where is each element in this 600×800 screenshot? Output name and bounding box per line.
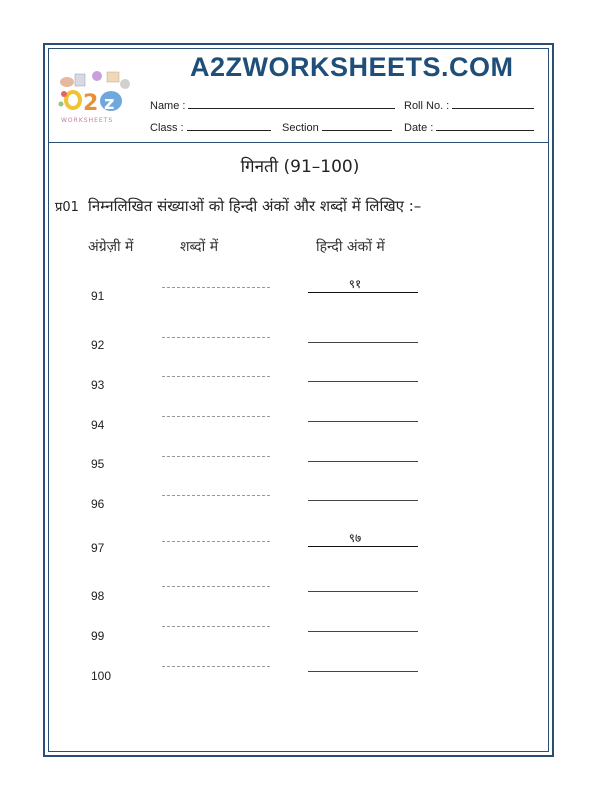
name-label: Name : <box>150 100 186 112</box>
row-number: 92 <box>91 338 105 352</box>
row-number: 94 <box>91 418 105 432</box>
hindi-numeral-answer: ९१ <box>348 277 362 291</box>
row-number: 95 <box>91 457 105 471</box>
row-number: 100 <box>91 669 112 683</box>
words-answer-line[interactable] <box>162 586 270 587</box>
worksheet-title: गिनती (91–100) <box>240 157 360 177</box>
a2z-logo <box>55 68 137 126</box>
name-line[interactable] <box>188 99 395 109</box>
column-header-english: अंग्रेज़ी में <box>88 239 134 255</box>
hindi-numeral-answer: ९७ <box>348 531 362 545</box>
row-number: 96 <box>91 497 105 511</box>
section-line[interactable] <box>322 121 392 131</box>
column-header-hindi: हिन्दी अंकों में <box>316 239 385 255</box>
hindi-answer-line[interactable] <box>308 591 418 592</box>
words-answer-line[interactable] <box>162 456 270 457</box>
class-label: Class : <box>150 122 184 134</box>
row-number: 97 <box>91 541 105 555</box>
words-answer-line[interactable] <box>162 416 270 417</box>
logo-subtext: WORKSHEETS <box>61 117 114 124</box>
words-answer-line[interactable] <box>162 626 270 627</box>
hindi-answer-line[interactable] <box>308 461 418 462</box>
row-number: 91 <box>91 289 105 303</box>
roll-line[interactable] <box>452 99 534 109</box>
row-number: 99 <box>91 629 105 643</box>
question-text: निम्नलिखित संख्याओं को हिन्दी अंकों और शब्दों में लिखिए :– <box>88 197 422 215</box>
class-line[interactable] <box>187 121 271 131</box>
section-field[interactable] <box>282 121 392 134</box>
roll-label: Roll No. : <box>404 100 450 112</box>
class-field[interactable] <box>150 121 271 134</box>
date-label: Date : <box>404 122 434 134</box>
hindi-answer-line[interactable] <box>308 500 418 501</box>
words-answer-line[interactable] <box>162 666 270 667</box>
site-title: A2ZWORKSHEETS.COM <box>190 52 514 82</box>
roll-field[interactable] <box>404 99 534 112</box>
svg-text:2: 2 <box>83 91 99 116</box>
row-number: 98 <box>91 589 105 603</box>
words-answer-line[interactable] <box>162 495 270 496</box>
date-field[interactable] <box>404 121 534 134</box>
words-answer-line[interactable] <box>162 337 270 338</box>
hindi-answer-line[interactable] <box>308 546 418 547</box>
hindi-answer-line[interactable] <box>308 381 418 382</box>
date-line[interactable] <box>436 121 534 131</box>
row-number: 93 <box>91 378 105 392</box>
question-number: प्र01 <box>55 200 79 215</box>
hindi-answer-line[interactable] <box>308 671 418 672</box>
question <box>55 196 421 216</box>
words-answer-line[interactable] <box>162 376 270 377</box>
hindi-answer-line[interactable] <box>308 342 418 343</box>
words-answer-line[interactable] <box>162 541 270 542</box>
name-field[interactable] <box>150 99 395 112</box>
section-label: Section <box>282 122 319 134</box>
header-divider <box>48 142 549 143</box>
hindi-answer-line[interactable] <box>308 631 418 632</box>
svg-text:z: z <box>104 93 115 114</box>
column-header-words: शब्दों में <box>180 239 219 255</box>
words-answer-line[interactable] <box>162 287 270 288</box>
hindi-answer-line[interactable] <box>308 421 418 422</box>
hindi-answer-line[interactable] <box>308 292 418 293</box>
